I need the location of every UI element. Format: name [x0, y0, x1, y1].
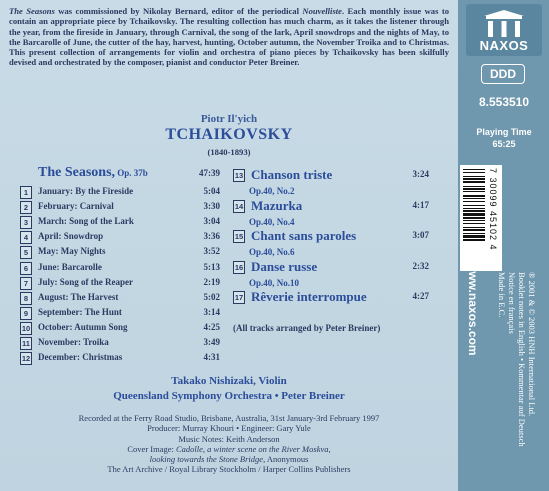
barcode-bar: [463, 181, 485, 183]
track-duration: 5:02: [203, 291, 220, 302]
track-title: January: By the Fireside: [38, 186, 134, 196]
barcode-bar: [463, 178, 485, 180]
barcode-bar: [463, 169, 485, 170]
naxos-logo-text: NAXOS: [479, 38, 529, 53]
ddd-badge: DDD: [481, 64, 525, 84]
track-number: 11: [20, 337, 32, 350]
track-row: [20, 322, 220, 336]
credits-cover-2: [0, 454, 458, 464]
track-row: [233, 258, 433, 275]
work-title-text: The Seasons,: [38, 165, 116, 180]
legal-made-in: Made in E.C.: [497, 272, 507, 318]
track-duration: 3:30: [203, 201, 220, 212]
barcode-bar: [463, 235, 485, 238]
track-row: [20, 216, 220, 230]
barcode-bar: [463, 213, 485, 216]
track-opus: Op.40, No.6: [249, 247, 295, 257]
track-title: February: Carnival: [38, 201, 114, 212]
track-duration: 4:31: [203, 352, 220, 363]
track-title: Chanson triste: [251, 167, 333, 182]
track-number: 8: [20, 292, 32, 305]
track-duration: 4:27: [412, 291, 429, 301]
barcode-bar: [463, 201, 485, 202]
track-title: May: May Nights: [38, 246, 106, 257]
track-number: 12: [21, 354, 31, 364]
work-opus: Op. 37b: [115, 168, 148, 178]
arranged-note: (All tracks arranged by Peter Breiner): [233, 323, 381, 333]
composer-first-name: Piotr Il'yich: [200, 113, 258, 125]
barcode-bar: [463, 227, 485, 228]
track-number: 14: [234, 201, 244, 211]
track-duration: 3:49: [203, 337, 220, 347]
track-opus: Op.40, No.10: [249, 277, 300, 288]
track-number: 2: [20, 201, 32, 214]
credits-producer: Producer: Murray Khouri • Engineer: Gary Yule: [147, 423, 311, 434]
track-duration: 3:52: [203, 246, 220, 257]
track-number: 6: [20, 262, 32, 275]
credits-notes: Music Notes: Keith Anderson: [178, 433, 280, 444]
intro-periodical: Nouvelliste: [302, 6, 342, 16]
playing-time-value: 65:25: [492, 139, 516, 149]
track-number: 10: [21, 323, 31, 333]
barcode-bar: [463, 229, 485, 231]
track-title: December: Christmas: [38, 352, 123, 363]
track-row: [20, 292, 220, 306]
track-title: Chant sans paroles: [251, 228, 357, 243]
track-title: March: Song of the Lark: [38, 216, 134, 227]
track-title: July: Song of the Reaper: [38, 276, 133, 287]
track-duration: 4:17: [412, 199, 429, 210]
track-duration: 3:36: [203, 231, 220, 242]
playing-time-label: Playing Time: [476, 127, 532, 137]
track-duration: 5:13: [203, 261, 220, 272]
credits: [0, 413, 458, 475]
performer-soloist: Takako Nishizaki, Violin: [171, 375, 287, 387]
legal-booklet: Booklet notes in English • Kommentar auf Deutsch: [517, 272, 527, 447]
composer-years: (1840-1893): [207, 147, 251, 157]
track-opus: Op.40, No.2: [249, 186, 295, 196]
track-row: [233, 291, 433, 305]
track-title: Mazurka: [251, 197, 303, 213]
track-number: 15: [234, 232, 244, 241]
composer-last-name: TCHAIKOVSKY: [165, 126, 293, 143]
legal-notice: Notice en français: [507, 272, 517, 334]
naxos-logo-icon: [476, 10, 532, 40]
track-title: June: Barcarolle: [38, 261, 102, 272]
track-duration: 3:24: [412, 169, 429, 179]
credits-archive: The Art Archive / Royal Library Stockholm / Harper Collins Publishers: [107, 464, 351, 475]
barcode-digits: 7 30099 45102 4: [488, 168, 498, 251]
barcode-bar: [463, 208, 485, 209]
track-row: [20, 307, 220, 321]
track-row: [20, 186, 220, 200]
track-duration: 5:04: [203, 186, 220, 196]
credits-cover: [0, 444, 458, 454]
track-title: November: Troika: [38, 337, 109, 347]
barcode-bar: [463, 217, 485, 219]
track-number: 7: [20, 277, 32, 290]
track-title: September: The Hunt: [38, 306, 122, 317]
track-row: [20, 352, 220, 366]
track-title: Rêverie interrompue: [251, 289, 367, 304]
track-duration: 3:14: [203, 306, 220, 317]
track-number: 5: [20, 246, 32, 259]
track-row: [20, 231, 220, 245]
barcode-bar: [463, 210, 485, 212]
work-duration: 47:39: [199, 168, 220, 178]
barcode-bar: [463, 186, 485, 187]
track-number: 16: [234, 262, 244, 272]
track-opus: Op.40, No.4: [249, 216, 295, 227]
barcode-bar: [463, 220, 485, 221]
track-title: August: The Harvest: [38, 291, 119, 302]
website-url: www.naxos.com: [466, 262, 480, 356]
track-title: Danse russe: [251, 258, 318, 274]
credits-recorded: Recorded at the Ferry Road Studio, Brisbane, Australia, 31st January-3rd February 1997: [78, 413, 380, 423]
credits-cover-title: Cadolle, a winter scene on the River Moskva,: [176, 443, 331, 454]
credits-cover-title-2: looking towards the Stone Bridge: [149, 454, 264, 465]
barcode-bar: [463, 198, 485, 199]
track-row: [233, 230, 433, 244]
track-row: [233, 169, 433, 183]
intro-text-1: was commissioned by Nikolay Bernard, editor of the periodical: [54, 6, 303, 16]
barcode-bar: [463, 205, 485, 206]
barcode-bar: [463, 191, 485, 192]
track-number: 9: [20, 307, 32, 320]
barcode-bar: [463, 172, 485, 173]
track-number: 13: [234, 171, 244, 180]
track-title: October: Autumn Song: [38, 321, 128, 332]
track-duration: 3:07: [412, 230, 429, 240]
track-row: [233, 197, 433, 214]
track-number: 17: [234, 293, 244, 302]
track-row: [20, 337, 220, 351]
track-number: 3: [20, 216, 32, 229]
intro-text-2: . Each monthly issue was to contain an appropriate piece by Tchaikovsky. The resulting collection has much charm, as it takes the listener through the year, from the fireside in January, through Carnival, the song of the lark, April snowdrops and the nights of May, to the Barcarolle of June, the cutter of the hay, harvest, hunting, October autumn, the November Troika and to Christmas. This present collection of arrangements for violin and orchestra of piano pieces by Tchaikovsky has been skilfully devised and orchestrated by the composer, pianist and conductor Peter Breiner.: [9, 6, 449, 68]
barcode-bar: [463, 195, 485, 197]
barcode-bar: [463, 239, 485, 241]
track-title: April: Snowdrop: [38, 231, 104, 242]
performer-orchestra: Queensland Symphony Orchestra • Peter Breiner: [113, 390, 345, 402]
track-duration: 2:32: [412, 260, 429, 271]
track-row: [20, 262, 220, 276]
track-number: 1: [20, 186, 32, 199]
intro-paragraph: [9, 6, 449, 68]
track-row: [20, 201, 220, 215]
barcode-bar: [463, 176, 485, 177]
track-duration: 4:25: [203, 321, 220, 332]
track-row: [20, 277, 220, 291]
barcode-bar: [463, 233, 485, 234]
track-number: 4: [20, 231, 32, 244]
barcode-bar: [463, 223, 485, 224]
credits-cover-prefix: Cover Image:: [127, 443, 176, 454]
naxos-logo: [466, 4, 542, 56]
intro-title: The Seasons: [9, 6, 55, 16]
barcode-bar: [463, 188, 485, 190]
credits-cover-suffix: , Anonymous: [263, 454, 309, 465]
track-duration: 2:19: [203, 276, 220, 287]
track-duration: 3:04: [203, 216, 220, 227]
catalog-number: 8.553510: [478, 95, 530, 109]
legal-copyright: ® 2001 & © 2003 HNH International Ltd.: [527, 272, 537, 417]
track-row: [20, 246, 220, 260]
